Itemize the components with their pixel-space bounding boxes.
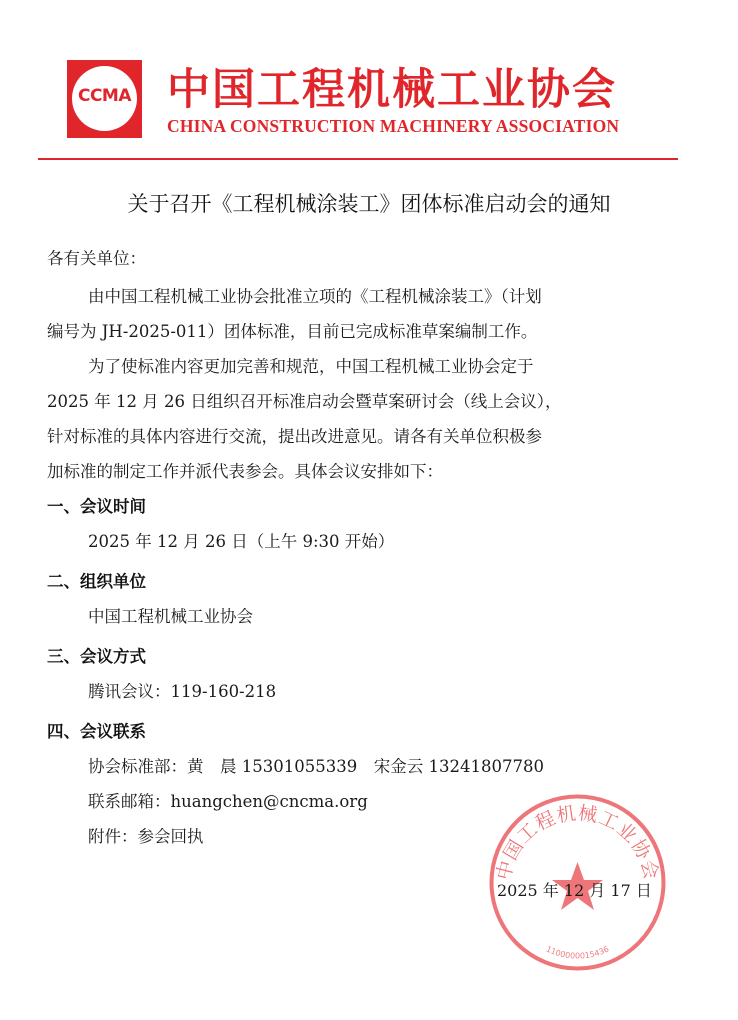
- letterhead-divider: [38, 158, 678, 160]
- contact-email: 联系邮箱：huangchen@cncma.org: [88, 792, 368, 811]
- meeting-method: 腾讯会议：119-160-218: [88, 682, 277, 701]
- org-name-en: CHINA CONSTRUCTION MACHINERY ASSOCIATION: [167, 116, 620, 136]
- body-line: 为了使标准内容更加完善和规范，中国工程机械工业协会定于: [88, 357, 534, 376]
- org-name-cn: 中国工程机械工业协会: [167, 65, 617, 115]
- body-line: 由中国工程机械工业协会批准立项的《工程机械涂装工》（计划: [88, 287, 542, 306]
- section-heading-time: 一、会议时间: [47, 497, 146, 516]
- organizer: 中国工程机械工业协会: [88, 607, 253, 626]
- section-heading-organizer: 二、组织单位: [47, 572, 146, 591]
- body-line: 编号为 JH-2025-011）团体标准，目前已完成标准草案编制工作。: [47, 322, 538, 341]
- body-line: 2025 年 12 月 26 日组织召开标准启动会暨草案研讨会（线上会议），: [47, 392, 562, 411]
- seal-text: 中国工程机械工业协会: [492, 802, 663, 883]
- body-line: 针对标准的具体内容进行交流，提出改进意见。请各有关单位积极参: [47, 427, 542, 446]
- meeting-time: 2025 年 12 月 26 日（上午 9:30 开始）: [88, 532, 395, 551]
- issue-date: 2025 年 12 月 17 日: [497, 881, 652, 900]
- contact-phones: 协会标准部：黄 晨 15301055339 宋金云 13241807780: [88, 757, 544, 776]
- logo-text: CCMA: [77, 86, 132, 106]
- document-title: 关于召开《工程机械涂装工》团体标准启动会的通知: [127, 192, 611, 216]
- salutation: 各有关单位：: [47, 249, 146, 268]
- body-line: 加标准的制定工作并派代表参会。具体会议安排如下：: [47, 462, 443, 481]
- section-heading-method: 三、会议方式: [47, 647, 146, 666]
- attachment: 附件：参会回执: [88, 827, 204, 846]
- ccma-logo: [67, 60, 142, 138]
- section-heading-contact: 四、会议联系: [47, 722, 146, 741]
- seal-number: 1100000015436: [544, 944, 611, 961]
